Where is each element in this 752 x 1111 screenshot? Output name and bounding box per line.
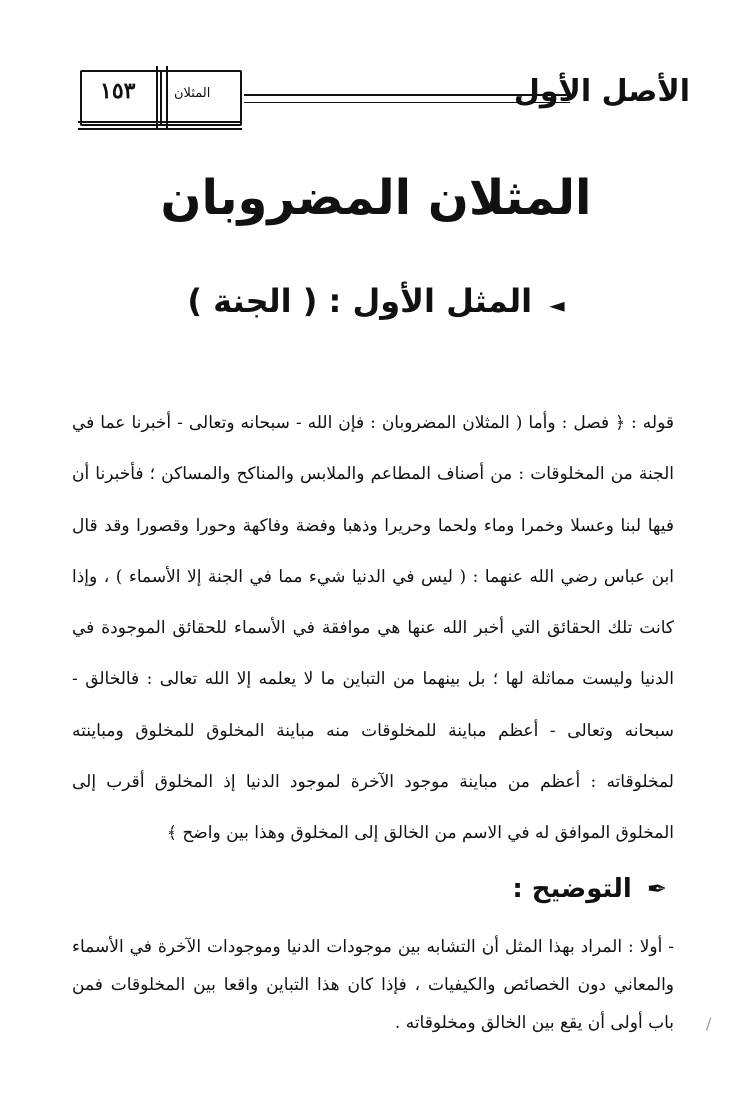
running-title: الأصل الأول bbox=[513, 74, 690, 109]
book-frame-icon bbox=[78, 66, 242, 132]
page-number: ١٥٣ bbox=[100, 78, 136, 104]
triangle-marker-icon: ◄ bbox=[549, 293, 565, 317]
explanation-paragraph: - أولا : المراد بهذا المثل أن التشابه بين موجودات الدنيا وموجودات الآخرة في الأسماء والمعاني دون الخصائص والكيفيات ، فإذا كان هذا التباين واقعا بين المخلوقات فمن باب أولى أن يقع بين الخالق ومخلوقاته . bbox=[72, 937, 674, 1033]
margin-mark: / bbox=[706, 1014, 712, 1033]
explanation-heading-row bbox=[512, 874, 667, 904]
section-title: المثل الأول : ( الجنة ) bbox=[187, 282, 533, 320]
explanation-text bbox=[72, 928, 674, 1042]
section-title-row bbox=[0, 282, 752, 320]
body-text bbox=[72, 398, 674, 860]
pen-icon: ✒ bbox=[646, 875, 667, 903]
page-header bbox=[78, 66, 690, 134]
chapter-title: المثلان المضروبان bbox=[160, 170, 592, 226]
explanation-heading: التوضيح : bbox=[512, 874, 632, 904]
body-paragraph: قوله : ﴿ فصل : وأما ( المثلان المضروبان : فإن الله - سبحانه وتعالى - أخبرنا عما في الجنة من المخلوقات : من أصناف المطاعم والملابس والمناكح والمساكن ؛ فأخبرنا أن فيها لبنا وعسلا وخمرا وماء ولحما وحريرا وذهبا وفضة وفاكهة وحورا وقصورا وقد قال ابن عباس رضي الله عنهما : ( ليس في الدنيا شيء مما في الجنة إلا الأسماء ) ، وإذا كانت تلك الحقائق التي أخبر الله عنها هي موافقة في الأسماء للحقائق الموجودة في الدنيا وليست مماثلة لها ؛ بل بينهما من التباين ما لا يعلمه إلا الله تعالى : فالخالق - سبحانه وتعالى - أعظم مباينة للمخلوقات منه مباينة المخلوق للمخلوق ومباينته لمخلوقاته : أعظم من مباينة موجود الآخرة لموجود الدنيا إذ المخلوق أقرب إلى المخلوق الموافق له في الاسم من الخالق إلى المخلوق وهذا بين واضح ﴾ bbox=[72, 413, 674, 844]
book-base bbox=[78, 121, 242, 130]
page-label: المثلان bbox=[174, 86, 211, 101]
